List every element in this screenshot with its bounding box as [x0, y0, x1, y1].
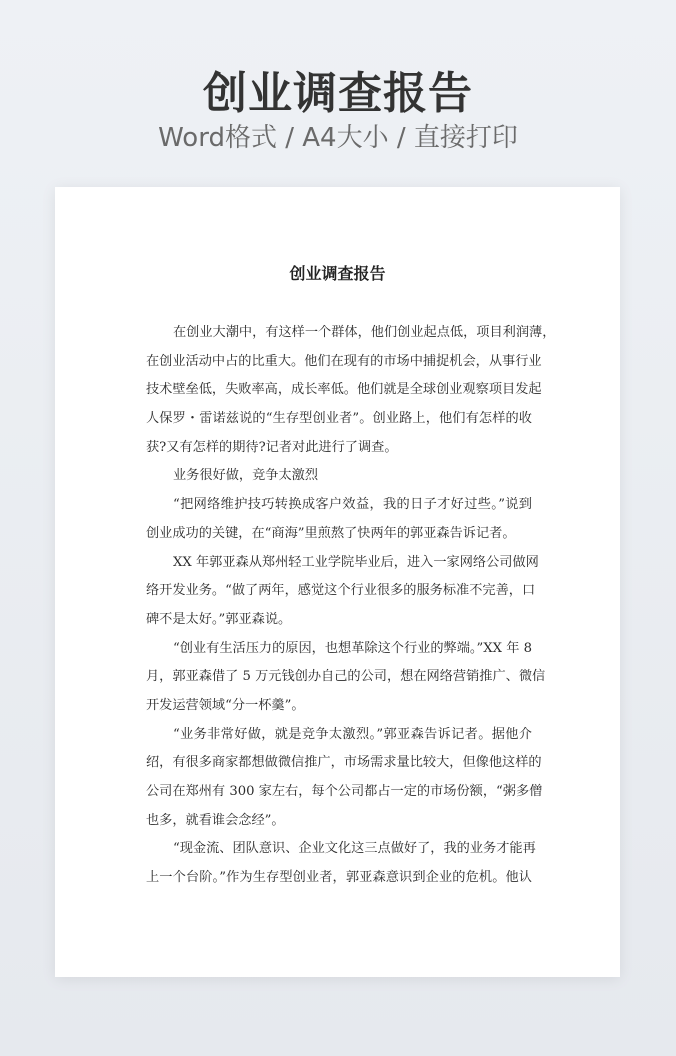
document-line: 在创业活动中占的比重大。他们在现有的市场中捕捉机会，从事行业 [146, 353, 542, 369]
document-line: XX 年郭亚森从郑州轻工业学院毕业后，进入一家网络公司做网 [173, 554, 539, 570]
document-line: 络开发业务。“做了两年，感觉这个行业很多的服务标准不完善，口 [146, 583, 536, 599]
document-line: 获?又有怎样的期待?记者对此进行了调查。 [146, 439, 398, 455]
document-line: “业务非常好做，就是竞争太激烈。”郭亚森告诉记者。据他介 [173, 726, 532, 742]
page-subtitle: Word格式 / A4大小 / 直接打印 [158, 123, 518, 153]
document-line: “把网络维护技巧转换成客户效益，我的日子才好过些。”说到 [173, 497, 532, 513]
document-body [146, 319, 556, 893]
page-title: 创业调查报告 [203, 68, 473, 119]
document-line: 上一个台阶。”作为生存型创业者，郭亚森意识到企业的危机。他认 [146, 870, 532, 886]
document-line: 绍，有很多商家都想做微信推广，市场需求量比较大，但像他这样的 [146, 755, 542, 771]
document-line: 月，郭亚森借了 5 万元钱创办自己的公司，想在网络营销推广、微信 [146, 669, 546, 685]
document-title: 创业调查报告 [289, 264, 386, 283]
document-line: 碑不是太好。”郭亚森说。 [146, 611, 292, 627]
document-line: 也多，就看谁会念经”。 [146, 812, 285, 828]
document-line: 技术壁垒低，失败率高，成长率低。他们就是全球创业观察项目发起 [146, 382, 542, 398]
document-line: “现金流、团队意识、企业文化这三点做好了，我的业务才能再 [173, 841, 536, 857]
document-line: 在创业大潮中，有这样一个群体，他们创业起点低，项目利润薄， [173, 325, 556, 340]
document-line: 人保罗・雷诺兹说的“生存型创业者”。创业路上，他们有怎样的收 [146, 411, 532, 427]
document-line: 创业成功的关键，在“商海”里煎熬了快两年的郭亚森告诉记者。 [146, 525, 516, 541]
document-line: “创业有生活压力的原因，也想革除这个行业的弊端。”XX 年 8 [173, 640, 532, 656]
document-page [55, 187, 620, 977]
document-line: 开发运营领域“分一杯羹”。 [146, 697, 305, 713]
document-line: 业务很好做，竞争太激烈 [173, 468, 319, 484]
document-line: 公司在郑州有 300 家左右，每个公司都占一定的市场份额，“粥多僧 [146, 784, 543, 799]
